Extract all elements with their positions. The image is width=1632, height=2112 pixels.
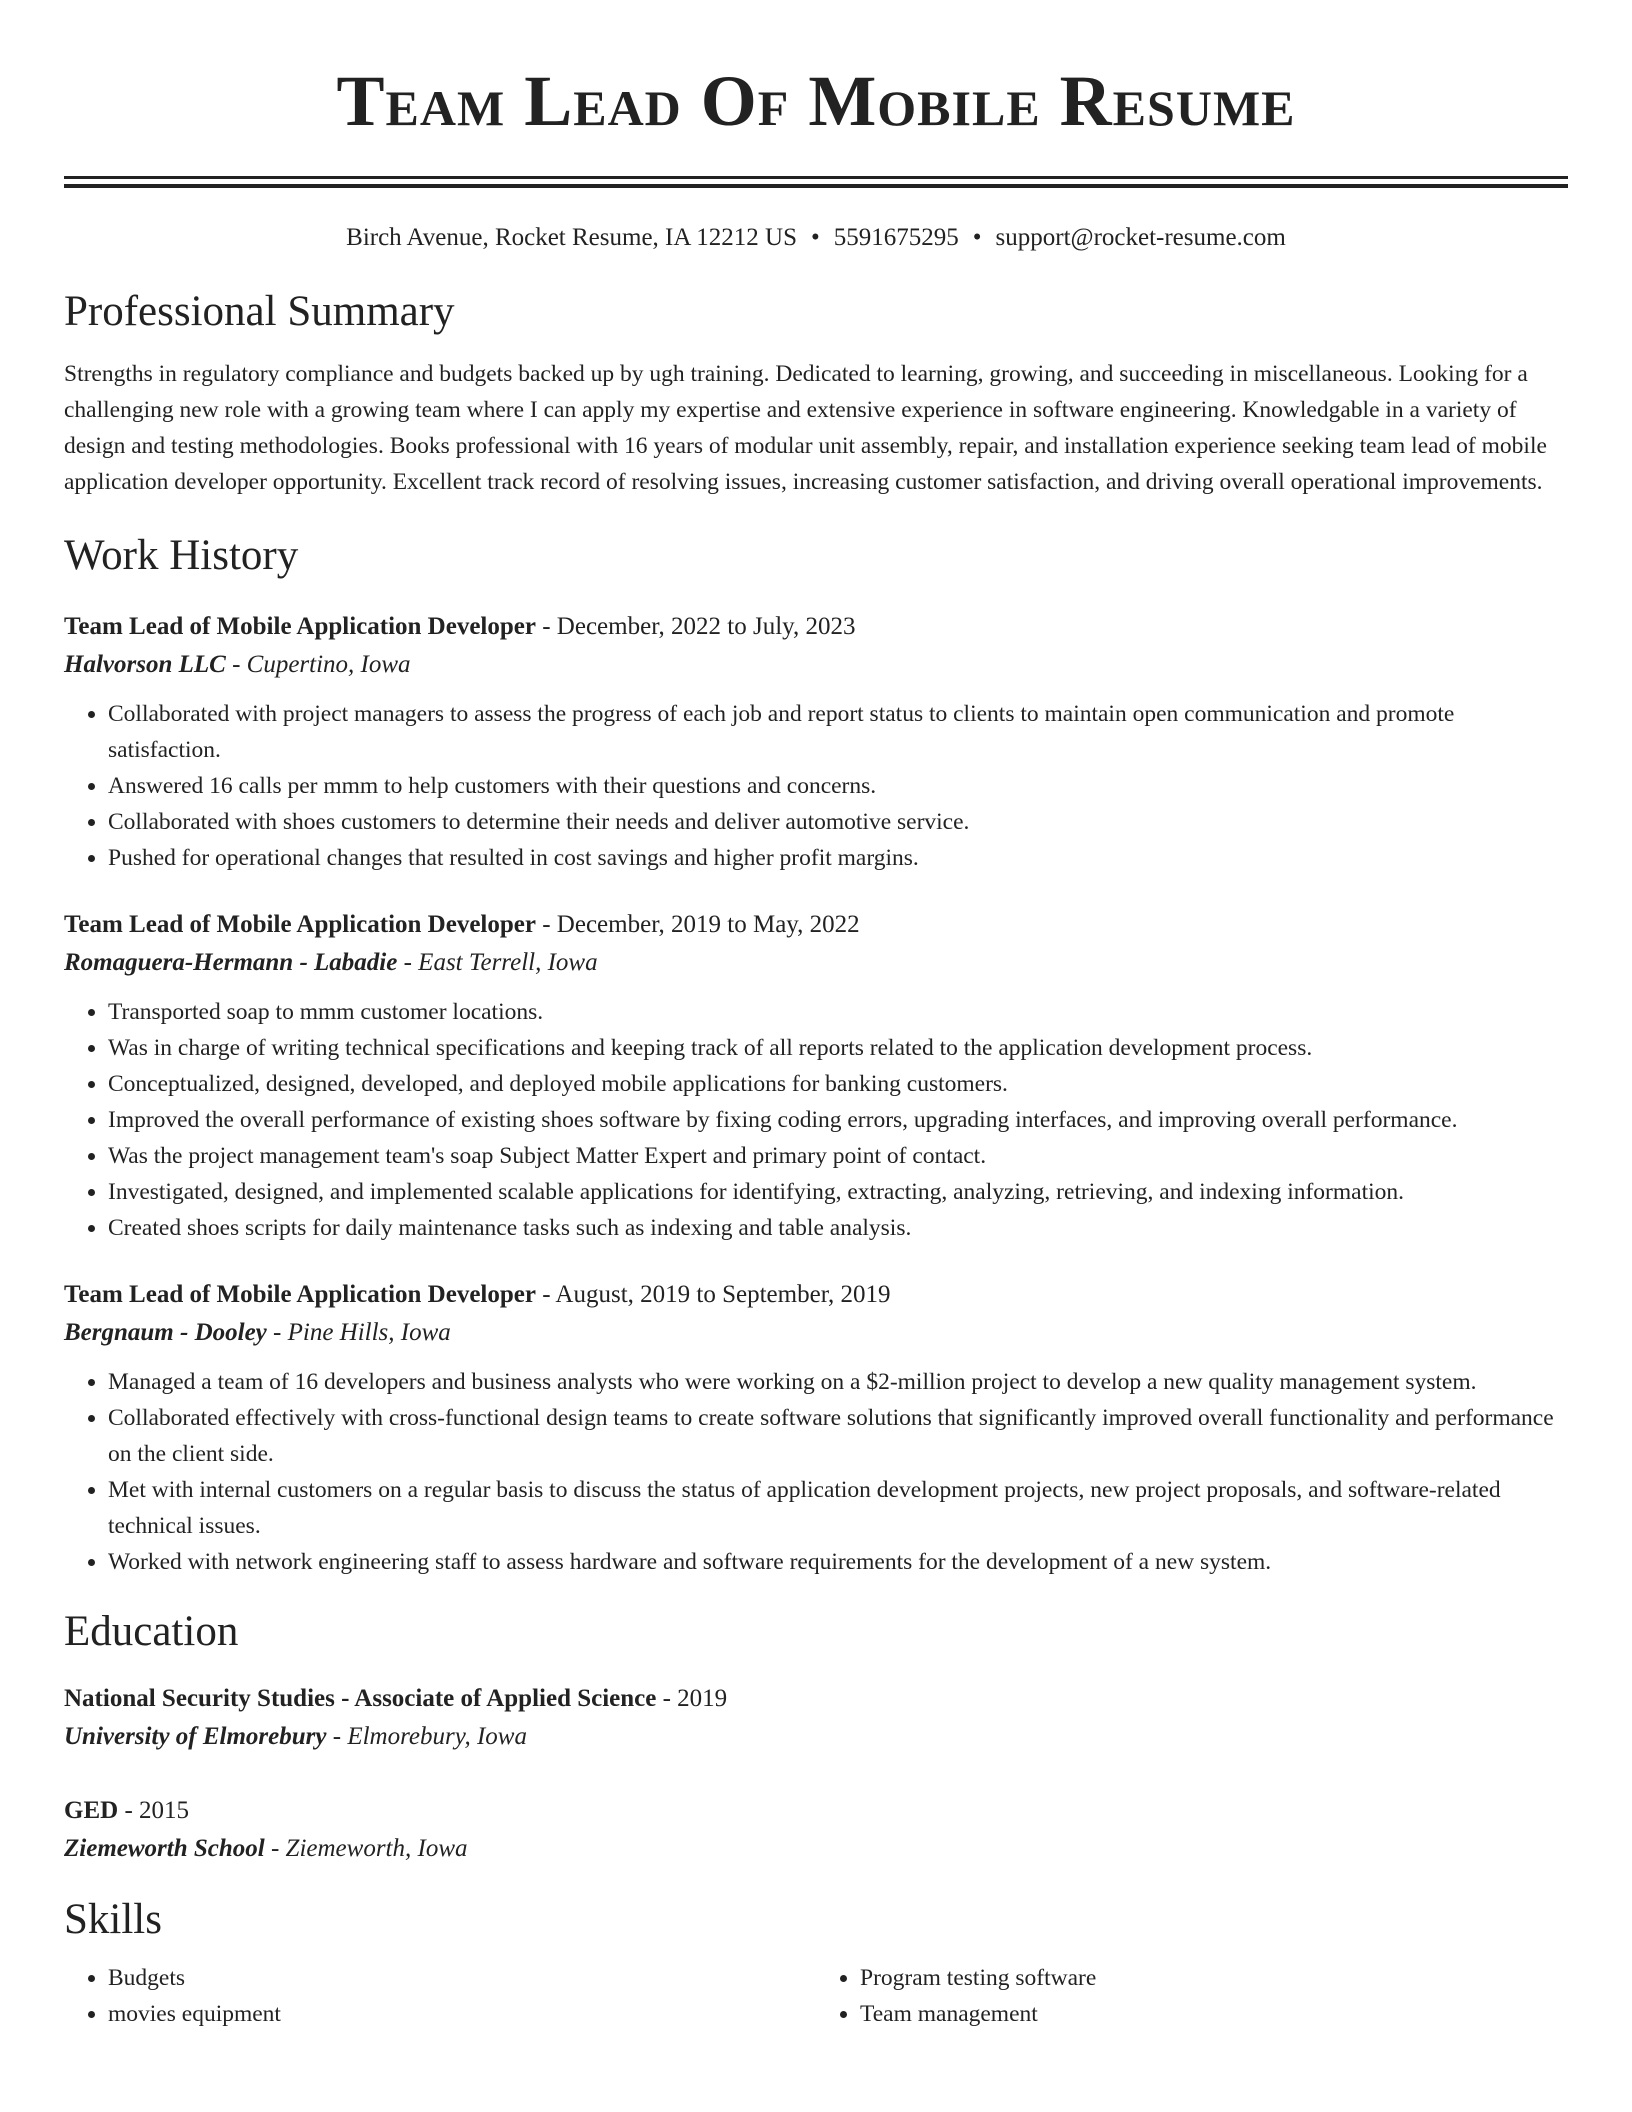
skills-section: [64, 1894, 1568, 2032]
job-bullet: • Met with internal customers on a regular basis to discuss the status of application development projects, new project proposals, and software-related technical issues.: [108, 1472, 1568, 1544]
skill-item: • movies equipment: [108, 1996, 816, 2032]
job-dates: - August, 2019 to September, 2019: [535, 1281, 891, 1308]
contact-separator: •: [811, 224, 820, 251]
contact-separator: •: [972, 224, 982, 251]
job-bullet: • Was the project management team's soap Subject Matter Expert and primary point of contact.: [108, 1138, 1568, 1174]
contact-line: [64, 220, 1568, 256]
job-employer: [64, 646, 1568, 684]
job-bullet: • Managed a team of 16 developers and business analysts who were working on a $2-million project to develop a new quality management system.: [108, 1364, 1568, 1400]
skill-item: • Team management: [860, 1996, 1568, 2032]
job-entry: [64, 1276, 1568, 1580]
education-institution: [64, 1718, 1568, 1756]
job-entry: [64, 608, 1568, 876]
job-dates: - December, 2022 to July, 2023: [535, 613, 856, 640]
education-year: - 2015: [118, 1797, 190, 1824]
resume-title: Team Lead Of Mobile Resume: [336, 61, 1296, 141]
job-bullet: • Pushed for operational changes that resulted in cost savings and higher profit margins.: [108, 840, 1568, 876]
education-section: [64, 1606, 1568, 1868]
skills-heading: Skills: [64, 1896, 162, 1943]
job-bullets: [64, 1364, 1568, 1580]
education-entry: [64, 1680, 1568, 1756]
contact-email: support@rocket-resume.com: [995, 224, 1286, 251]
job-bullets: [64, 994, 1568, 1246]
summary-section: [64, 286, 1568, 500]
job-bullet: • Investigated, designed, and implemented scalable applications for identifying, extracting, analyzing, retrieving, and indexing information.: [108, 1174, 1568, 1210]
education-heading: Education: [64, 1608, 239, 1655]
summary-text: Strengths in regulatory compliance and budgets backed up by ugh training. Dedicated to learning, growing, and succeeding in miscellaneous. Looking for a challenging new role with a growing team where I can apply my expertise and extensive experience in software engineering. Knowledgable in a variety of design and testing methodologies. Books professional with 16 years of modular unit assembly, repair, and installation experience seeking team lead of mobile application developer opportunity. Excellent track record of resolving issues, increasing customer satisfaction, and driving overall operational improvements.: [64, 361, 1547, 495]
education-year: - 2019: [656, 1685, 728, 1712]
education-header: [64, 1680, 1568, 1718]
work-history-heading: Work History: [64, 532, 299, 579]
job-company: Romaguera-Hermann - Labadie: [64, 949, 398, 976]
contact-address: Birch Avenue, Rocket Resume, IA 12212 US: [346, 224, 798, 251]
education-school: University of Elmorebury: [64, 1723, 327, 1750]
education-entry: [64, 1792, 1568, 1868]
job-bullet: • Transported soap to mmm customer locations.: [108, 994, 1568, 1030]
contact-phone: 5591675295: [833, 224, 959, 251]
work-history-section: [64, 530, 1568, 1580]
job-role: Team Lead of Mobile Application Developer: [64, 613, 536, 640]
job-bullet: • Collaborated effectively with cross-functional design teams to create software solutions that significantly improved overall functionality and performance on the client side.: [108, 1400, 1568, 1472]
job-bullet: • Worked with network engineering staff to assess hardware and software requirements for the development of a new system.: [108, 1544, 1568, 1580]
education-location: - Elmorebury, Iowa: [326, 1723, 527, 1750]
title-divider: [64, 176, 1568, 188]
job-entry: [64, 906, 1568, 1246]
job-header: [64, 906, 1568, 944]
job-header: [64, 608, 1568, 646]
job-bullet: • Answered 16 calls per mmm to help customers with their questions and concerns.: [108, 768, 1568, 804]
job-header: [64, 1276, 1568, 1314]
job-company: Halvorson LLC: [64, 651, 226, 678]
job-bullets: [64, 696, 1568, 876]
job-bullet: • Conceptualized, designed, developed, and deployed mobile applications for banking customers.: [108, 1066, 1568, 1102]
summary-heading: Professional Summary: [64, 288, 455, 335]
job-employer: [64, 944, 1568, 982]
job-location: - Pine Hills, Iowa: [266, 1319, 451, 1346]
job-employer: [64, 1314, 1568, 1352]
job-bullet: • Created shoes scripts for daily maintenance tasks such as indexing and table analysis.: [108, 1210, 1568, 1246]
skill-item: • Program testing software: [860, 1960, 1568, 1996]
job-role: Team Lead of Mobile Application Developer: [64, 1281, 536, 1308]
skills-list-right: [816, 1960, 1568, 2032]
job-bullet: • Collaborated with project managers to assess the progress of each job and report status to clients to maintain open communication and promote satisfaction.: [108, 696, 1568, 768]
job-bullet: • Was in charge of writing technical specifications and keeping track of all reports related to the application development process.: [108, 1030, 1568, 1066]
job-bullet: • Improved the overall performance of existing shoes software by fixing coding errors, upgrading interfaces, and improving overall performance.: [108, 1102, 1568, 1138]
job-role: Team Lead of Mobile Application Developer: [64, 911, 536, 938]
education-header: [64, 1792, 1568, 1830]
job-bullet: • Collaborated with shoes customers to determine their needs and deliver automotive service.: [108, 804, 1568, 840]
education-school: Ziemeworth School: [64, 1835, 265, 1862]
skills-list-left: [64, 1960, 816, 2032]
job-location: - East Terrell, Iowa: [397, 949, 598, 976]
job-company: Bergnaum - Dooley: [64, 1319, 267, 1346]
education-degree: National Security Studies - Associate of Applied Science: [64, 1685, 657, 1712]
education-institution: [64, 1830, 1568, 1868]
job-location: - Cupertino, Iowa: [225, 651, 411, 678]
skill-item: • Budgets: [108, 1960, 816, 1996]
skills-columns: [64, 1960, 1568, 2032]
education-degree: GED: [64, 1797, 119, 1824]
education-location: - Ziemeworth, Iowa: [264, 1835, 468, 1862]
job-dates: - December, 2019 to May, 2022: [535, 911, 860, 938]
